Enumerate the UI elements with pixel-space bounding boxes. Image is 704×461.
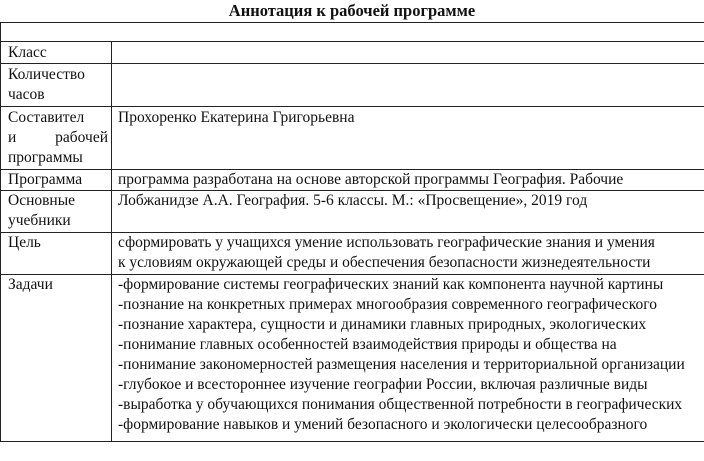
task-item: -формирование системы географических знаний как компонента научной картины xyxy=(118,276,664,293)
row-tasks-value xyxy=(118,275,704,435)
goal-line: сформировать у учащихся умение использовать географические знания и умения xyxy=(118,234,655,251)
task-item: -глубокое и всестороннее изучение географии России, включая различные виды xyxy=(118,376,648,393)
task-item: -выработка у обучающихся понимания общественной потребности в географических xyxy=(118,396,683,413)
row-author-value: Прохоренко Екатерина Григорьевна xyxy=(118,109,355,126)
table-border xyxy=(0,441,704,442)
goal-line: к условиям окружающей среды и обеспечения безопасности жизнедеятельности xyxy=(118,254,651,271)
document-title: Аннотация к рабочей программе xyxy=(228,1,476,20)
row-tasks-label: Задачи xyxy=(8,276,53,293)
task-item: -понимание закономерностей размещения населения и территориальной организации xyxy=(118,356,685,373)
label-line: программы xyxy=(8,149,83,166)
row-goal-label: Цель xyxy=(8,234,41,251)
row-hours-label xyxy=(8,65,108,105)
table-border xyxy=(0,41,704,42)
table-border xyxy=(111,41,112,442)
table-border xyxy=(0,63,704,64)
row-textbooks-value: Лобжанидзе А.А. География. 5-6 классы. М.: «Просвещение», 2019 год xyxy=(118,192,588,209)
row-textbooks-label xyxy=(8,191,108,231)
table-border xyxy=(0,22,1,442)
label-line: учебники xyxy=(8,212,71,229)
row-program-label: Программа xyxy=(8,171,83,188)
task-item: -понимание главных особенностей взаимодействия природы и общества на xyxy=(118,336,617,353)
label-line: и рабочей xyxy=(8,129,108,146)
label-line: Основные xyxy=(8,192,76,209)
row-program-value: программа разработана на основе авторской программы География. Рабочие xyxy=(118,171,624,188)
task-item: -познание характера, сущности и динамики главных природных, экологических xyxy=(118,316,647,333)
table-border xyxy=(0,22,704,23)
label-line: часов xyxy=(8,86,45,103)
label-line: Составител xyxy=(8,109,85,126)
row-goal-value xyxy=(118,233,704,273)
table-border xyxy=(0,106,704,107)
task-item: -формирование навыков и умений безопасного и экологически целесообразного xyxy=(118,416,648,433)
label-line: Количество xyxy=(8,66,85,83)
row-class-label: Класс xyxy=(8,44,47,61)
row-author-label xyxy=(8,108,108,168)
task-item: -познание на конкретных примерах многообразия современного географического xyxy=(118,296,657,313)
